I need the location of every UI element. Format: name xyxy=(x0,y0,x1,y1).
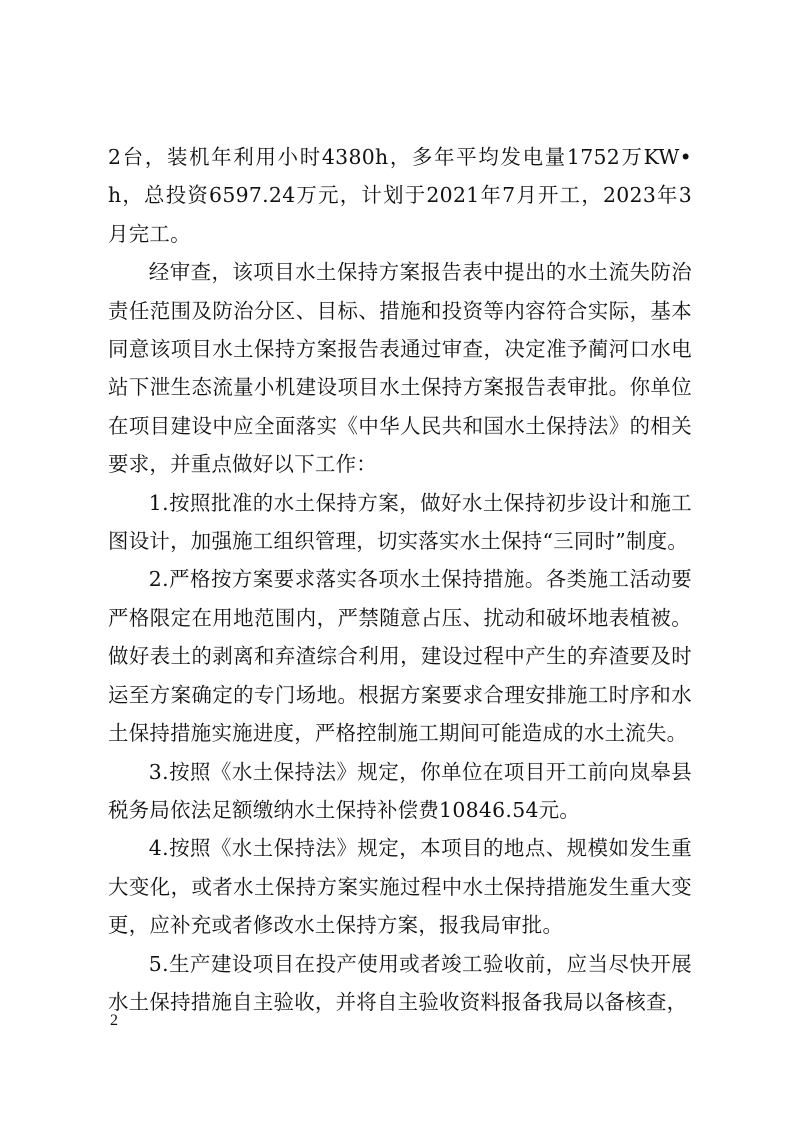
paragraph-item-3: 3.按照《水土保持法》规定，你单位在项目开工前向岚皋县税务局依法足额缴纳水土保持补偿费10846.54元。 xyxy=(108,759,692,822)
paragraph-item-2: 2.严格按方案要求落实各项水土保持措施。各类施工活动要严格限定在用地范围内，严禁随意占压、扰动和破坏地表植被。做好表土的剥离和弃渣综合利用，建设过程中产生的弃渣要及时运至方案确定的专门场地。根据方案要求合理安排施工时序和水土保持措施实施进度，严格控制施工期间可能造成的水土流失。 xyxy=(108,567,692,746)
page-number: 2 xyxy=(110,1012,118,1029)
paragraph-item-1: 1.按照批准的水土保持方案，做好水土保持初步设计和施工图设计，加强施工组织管理，切实落实水土保持“三同时”制度。 xyxy=(108,490,692,554)
paragraph-item-4: 4.按照《水土保持法》规定，本项目的地点、规模如发生重大变化，或者水土保持方案实施过程中水土保持措施发生重大变更，应补充或者修改水土保持方案，报我局审批。 xyxy=(108,836,692,938)
document-body xyxy=(108,138,692,1021)
paragraph-project-summary: 2台，装机年利用小时4380h，多年平均发电量1752万KW•h，总投资6597.24万元，计划于2021年7月开工，2023年3月完工。 xyxy=(108,145,692,246)
paragraph-review-opinion: 经审查，该项目水土保持方案报告表中提出的水土流失防治责任范围及防治分区、目标、措施和投资等内容符合实际，基本同意该项目水土保持方案报告表通过审查，决定准予蔺河口水电站下泄生态流量小机建设项目水土保持方案报告表审批。你单位在项目建设中应全面落实《中华人民共和国水土保持法》的相关要求，并重点做好以下工作： xyxy=(108,260,692,477)
paragraph-item-5: 5.生产建设项目在投产使用或者竣工验收前，应当尽快开展水土保持措施自主验收，并将自主验收资料报备我局以备核查， xyxy=(108,951,692,1014)
